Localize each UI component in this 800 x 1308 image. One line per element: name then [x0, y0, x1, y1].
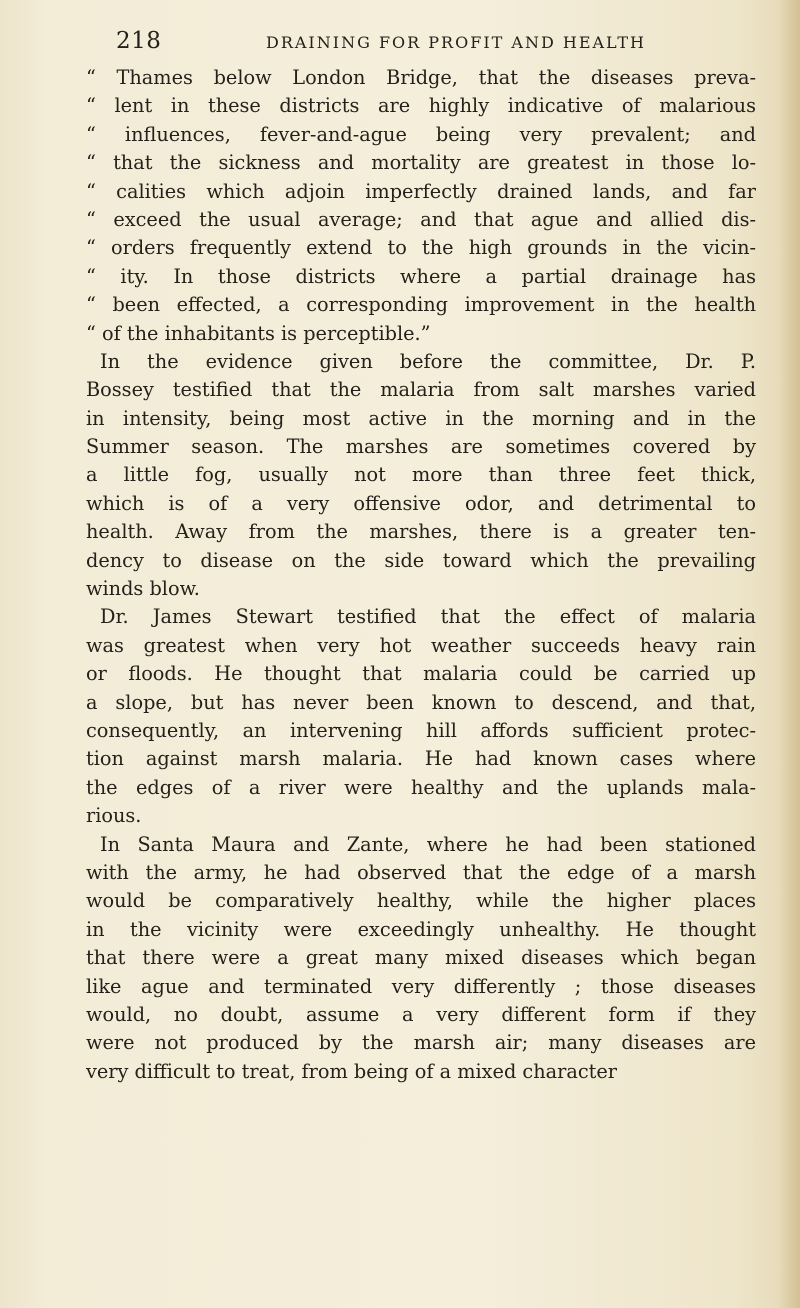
- page-edge-shadow: [778, 0, 800, 1308]
- text-line: “ Thames below London Bridge, that the diseases preva-: [86, 66, 756, 89]
- text-line: Summer season. The marshes are sometimes covered by: [86, 435, 756, 459]
- text-line: “ of the inhabitants is perceptible.”: [86, 321, 431, 345]
- text-line: that there were a great many mixed diseases which began: [86, 946, 756, 970]
- text-line: “ ity. In those districts where a partial drainage has: [86, 264, 756, 288]
- text-line: dency to disease on the side toward which the prevailing: [86, 548, 756, 572]
- text-line: “ lent in these districts are highly indicative of malarious: [86, 94, 756, 118]
- text-line: tion against marsh malaria. He had known cases where: [86, 747, 756, 771]
- text-line: Bossey testified that the malaria from salt marshes varied: [86, 378, 756, 402]
- text-line: rious.: [86, 804, 142, 828]
- text-line: was greatest when very hot weather succeeds heavy rain: [86, 633, 756, 657]
- text-line: health. Away from the marshes, there is a greater ten-: [86, 520, 756, 544]
- text-line: In Santa Maura and Zante, where he had been stationed: [100, 832, 756, 856]
- text-line: with the army, he had observed that the edge of a marsh: [86, 860, 756, 884]
- body-text: [86, 64, 756, 1086]
- text-line: were not produced by the marsh air; many diseases are: [86, 1031, 756, 1055]
- text-line: which is of a very offensive odor, and detrimental to: [86, 491, 756, 515]
- text-line: like ague and terminated very differently ; those diseases: [86, 974, 756, 998]
- text-line: “ exceed the usual average; and that ague and allied dis-: [86, 207, 756, 231]
- page-header: [116, 28, 716, 58]
- text-line: “ influences, fever-and-ague being very prevalent; and: [86, 122, 756, 146]
- text-line: “ calities which adjoin imperfectly drained lands, and far: [86, 179, 756, 203]
- text-line: In the evidence given before the committee, Dr. P.: [100, 349, 756, 373]
- text-line: in the vicinity were exceedingly unhealthy. He thought: [86, 917, 756, 941]
- text-line: or floods. He thought that malaria could be carried up: [86, 662, 756, 686]
- page-number: 218: [116, 28, 162, 54]
- text-line: would, no doubt, assume a very different form if they: [86, 1002, 756, 1026]
- text-line: in intensity, being most active in the morning and in the: [86, 406, 756, 430]
- text-line: “ been effected, a corresponding improvement in the health: [86, 293, 756, 317]
- text-line: the edges of a river were healthy and the uplands mala-: [86, 775, 756, 799]
- text-line: winds blow.: [86, 577, 200, 601]
- text-line: “ that the sickness and mortality are greatest in those lo-: [86, 151, 756, 175]
- text-line: consequently, an intervening hill affords sufficient protec-: [86, 718, 756, 742]
- text-line: would be comparatively healthy, while the higher places: [86, 889, 756, 913]
- text-line: a slope, but has never been known to descend, and that,: [86, 690, 756, 714]
- running-head: DRAINING FOR PROFIT AND HEALTH: [266, 33, 646, 52]
- text-line: a little fog, usually not more than three feet thick,: [86, 463, 756, 487]
- text-line: very difficult to treat, from being of a mixed character: [86, 1059, 618, 1083]
- text-line: “ orders frequently extend to the high grounds in the vicin-: [86, 236, 756, 260]
- text-line: Dr. James Stewart testified that the effect of malaria: [100, 605, 756, 629]
